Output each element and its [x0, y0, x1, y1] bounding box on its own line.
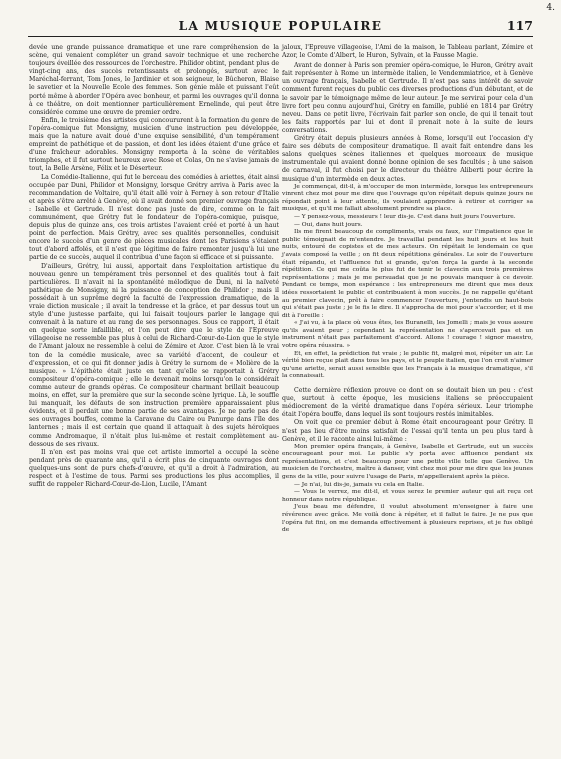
quoted-paragraph: J'eus beau me défendre, il voulut absolument m'enseigner à faire une révérence avec grâce. Me voilà donc à répéter, et il fallut le faire. Je ne pus que l'opéra fut fini, on me demanda effectivement à plusieurs reprises, et je fus obligé de [282, 504, 533, 534]
quoted-paragraph: — Je n'ai, lui dis-je, jamais vu cela en Italie. [294, 481, 424, 488]
paragraph: Il n'en est pas moins vrai que cet artiste immortel a occupé la scène pendant près de quarante ans, qu'il a écrit plus de cinquante ouvrages dont quelques-uns sont de purs chefs-d'œuvre, et qu'il a droit à l'admiration, au respect et à l'estime de tous. Parmi ses productions les plus accomplies, il suffit de rappeler Richard-Cœur-de-Lion, Lucile, l'Amant [29, 448, 279, 489]
quoted-paragraph: Ils me firent beaucoup de compliments, vrais ou faux, sur l'impatience que le public témoignait de m'entendre. Je travaillai pendant les huit jours et les huit nuits, entouré de copistes et de mes acteurs. On répétait le lendemain ce que j'avais composé la veille ; on fit deux répétitions générales. Le soir de l'ouverture était répandu, et l'affluence fut si grande, qu'on força la garde à la seconde répétition. Ce qui me coûta le plus fut de tenir le clavecin aux trois premières représentations ; mais je me persuadai que je ne pouvais manquer à ce devoir. Pendant ce temps, mon espérance : les entrepreneurs me dirent que mes deux idées ressortaient le public et contribuaient à mon succès. Je ne rappelle qu'étant au premier clavecin, prêt à faire commencer l'ouverture, j'entendis un haut-bois qui s'était pas juste ; je le fis le dire. Il s'approcha de moi pour s'accorder, et il me dit à l'oreille : [282, 229, 533, 319]
quoted-paragraph: Je commençai, dit-il, à m'occuper de mon intermède, lorsque les entrepreneurs vinrent chez moi pour me dire que l'ouvrage qu'on répétait depuis quinze jours ne répondait point à leur attente, ils voulaient apprendre à retirer et corriger sa musique, et qu'il me fallait absolument prendre sa place. [282, 183, 533, 213]
paragraph: On voit que ce premier début à Rome était encourageant pour Grétry. Il n'est pas lieu d'être moins satisfait de l'essai qu'il tenta un peu plus tard à Genève, et il le raconte ainsi lui-même : [282, 419, 533, 443]
paragraph: Enfin, le troisième des artistes qui concoururent à la formation du genre de l'opéra-comique fut Monsigny, musicien d'une instruction peu développée, mais que la nature avait doué d'une exquise sensibilité, d'un tempérament empreint de pathétique et de passion, et dont les idées étaient d'une grâce et d'une fraîcheur adorables. Monsigny remporta à la scène de véritables triomphes, et il fut surtout heureux avec Rose et Colas, On ne s'avise jamais de tout, la Belle Arsène, Félix et le Déserteur. [29, 116, 279, 173]
quoted-paragraph: — Y pensez-vous, messieurs ! leur dis-je. C'est dans huit jours l'ouverture. [294, 213, 516, 220]
quoted-paragraph: — Oui, dans huit jours. [294, 221, 363, 228]
quoted-paragraph: « J'ai vu, à la place où vous êtes, les Buranelli, les Jomelli ; mais je vous assure qu'ils avaient peur ; cependant la représentation ne s'apercevait pas et un instrument n'était pas parfaitement d'accord. Allons ! courage ! signor maestro, votre opéra réussira. » [282, 320, 533, 350]
paragraph: devée une grande puissance dramatique et une rare compréhension de la scène, qui venaient compléter un grand savoir technique et une recherche toujours éveillée des ressources de l'orchestre. Philidor obtint, pendant plus de vingt-cinq ans, des succès retentissants et prolongés, surtout avec le Maréchal-ferrant, Tom Jones, le Jardinier et son seigneur, le Bûcheron, Blaise le savetier et la Nouvelle Ecole des femmes. Son génie mâle et puissant l'eût porté même à aborder l'Opéra avec bonheur, et parmi les ouvrages qu'il donna à ce théâtre, on doit mentionner particulièrement Ernelinde, qui peut être considérée comme une œuvre de premier ordre. [29, 44, 279, 116]
corner-mark: 4. [546, 3, 555, 13]
paragraph: Grétry était depuis plusieurs années à Rome, lorsqu'il eut l'occasion d'y faire ses débuts de compositeur dramatique. Il avait fait entendre dans les salons quelques scènes italiennes et quelques morceaux de musique instrumentale qui avaient donné bonne opinion de ses facultés ; à une saison de carnaval, il fut choisi par le directeur du théâtre Aliberti pour écrire la musique d'un intermède en deux actes. [282, 135, 533, 183]
paragraph: La Comédie-Italienne, qui fut le berceau des comédies à ariettes, était ainsi occupée par Duni, Philidor et Monsigny, lorsque Grétry arriva à Paris avec la recommandation de Voltaire, qu'il était allé voir à Ferney à son retour d'Italie et après s'être arrêté à Genève, où il avait donné son premier ouvrage français : Isabelle et Gertrude. Il n'est donc pas juste de dire, comme on le fait communément, que Grétry fut le fondateur de l'opéra-comique, puisque, depuis plus de quinze ans, ces trois artistes l'avaient créé et porté à un haut point de perfection. Mais Grétry, avec ses qualités personnelles, conduisit encore le succès d'un genre de pièces musicales dont les Parisiens s'étaient tout d'abord affolés, et il n'est que légitime de faire remonter jusqu'à lui une partie de ce succès, auquel il contribua d'une façon si efficace et si puissante. [29, 173, 279, 262]
paragraph: jaloux, l'Epreuve villageoise, l'Ami de la maison, le Tableau parlant, Zémire et Azor, le Comte d'Albert, le Huron, Sylvain, et la Fausse Magie. [282, 44, 533, 60]
page-number: 117 [506, 18, 533, 33]
quoted-paragraph: Mon premier opéra français, à Genève, Isabelle et Gertrude, eut un succès encourageant pour moi. Le public s'y porta avec affluence pendant six représentations, et c'est beaucoup pour une petite ville telle que Genève. Un musicien de l'orchestre, maître à danser, vint chez moi pour me dire que les jeunes gens de la ville, pour suivre l'usage de Paris, m'appelleraient après la pièce. [282, 443, 533, 481]
left-column [29, 44, 279, 489]
paragraph: D'ailleurs, Grétry, lui aussi, apportait dans l'exploitation artistique du nouveau genre un tempérament très personnel et des qualités tout à fait particulières. Il n'avait ni la spontanéité mélodique de Duni, ni la naïveté pathétique de Monsigny, ni la puissance de conception de Philidor ; mais il possédait à un suprême degré la faculté de l'expression dramatique, de la vraie diction musicale ; il avait la tendresse et la grâce, et par dessus tout un style d'une justesse parfaite, qui lui faisait toujours parler le langage qui convenait à la nature et au rang de ses personnages. Sous ce rapport, il était en quelque sorte infaillible, et l'on peut dire que le style de l'Epreuve villageoise ne ressemble pas plus à celui de Richard-Cœur-de-Lion que le style de l'Amant jaloux ne ressemble à celui de Zémire et Azor. C'est bien là le vrai ton de la comédie musicale, avec sa variété d'accent, de couleur et d'expression, et ce qui fit donner jadis à Grétry le surnom de « Molière de la musique. » L'épithète était juste en tant qu'elle se rapportait à Grétry compositeur d'opéra-comique ; elle le devenait moins lorsqu'on le considérait comme auteur de grands opéras. Ce compositeur charmant brillait beaucoup moins, en effet, sur la première que sur la seconde scène lyrique. Là, le souffle lui manquait, les défauts de son instruction première apparaissaient plus évidents, et il perdait une bonne partie de ses avantages. Je ne parle pas de ses ouvrages bouffes, comme la Caravane du Caire ou Panurge dans l'île des lanternes ; mais il est certain que quand il attaquait à des sujets héroïques comme Andromaque, il n'était plus lui-même et restait complètement au-dessous de ses rivaux. [29, 262, 279, 448]
paragraph: Cette dernière réflexion prouve ce dont on se doutait bien un peu : c'est que, surtout à cette époque, les musiciens italiens se préoccupaient médiocrement de la vérité dramatique dans l'opéra sérieux. Leur triomphe était l'opéra bouffe, dans lequel ils sont toujours restés inimitables. [282, 387, 533, 419]
right-column [282, 44, 533, 535]
quoted-paragraph: — Vous le verrez, me dit-il, et vous serez le premier auteur qui ait reçu cet honneur dans notre république. [282, 489, 533, 503]
running-header [28, 16, 533, 37]
paragraph: Avant de donner à Paris son premier opéra-comique, le Huron, Grétry avait fait représenter à Rome un intermède italien, le Vendemmiatrice, et à Genève un ouvrage français, Isabelle et Gertrude. Il n'est pas sans intérêt de savoir comment furent reçues du public ces diverses productions d'un débutant, et de le savoir par le témoignage même de leur auteur. Je me servirai pour cela d'un livre fort peu connu aujourd'hui, Grétry en famille, publié en 1814 par Grétry neveu. Dans ce petit livre, l'écrivain fait parler son oncle, de qui il tenait tout les faits rapportés par lui et dont il prenait note à la suite de leurs conversations. [282, 62, 533, 134]
quoted-paragraph: Et, en effet, la prédiction fut vraie ; le public fit, malgré moi, répéter un air. Le vérité bien reçue plait dans tous les pays, et le peuple italien, que l'on croit n'aimer qu'une ariette, serait aussi sensible que les Français à la musique dramatique, s'il la connaissait. [282, 350, 533, 380]
header-title: LA MUSIQUE POPULAIRE [178, 19, 383, 33]
